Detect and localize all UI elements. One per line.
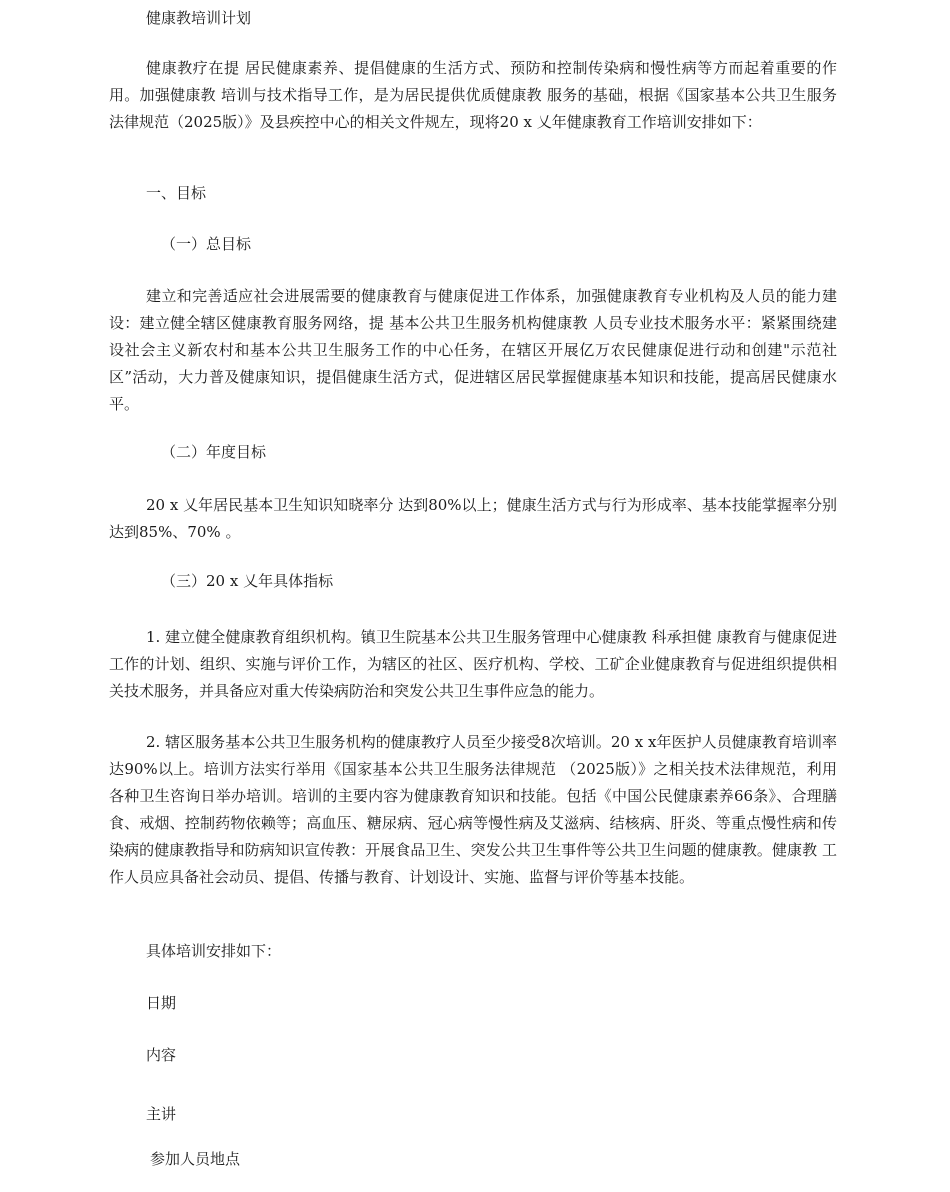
subsection-heading-annual-goal: （二）年度目标	[161, 443, 267, 461]
table-label-date: 日期	[146, 994, 177, 1012]
table-label-speaker: 主讲	[146, 1105, 177, 1123]
indicator-item-2: 2. 辖区服务基本公共卫生服务机构的健康教疗人员至少接受8次培训。20 x x年医护人员健康教育培训率达90%以上。培训方法实行举用《国家基本公共卫生服务法律规范 （2025版）》之相关技术法律规范，利用各种卫生咨询日举办培训。培训的主要内容为健康教育知识和技能。包括《中国公民健康素养66条》、合理膳食、戒烟、控制药物依赖等；高血压、糖尿病、冠心病等慢性病及艾滋病、结核病、肝炎、等重点慢性病和传染病的健康教指导和防病知识宣传教：开展食品卫生、突发公共卫生事件等公共卫生问题的健康教。健康教 工作人员应具备社会动员、提倡、传播与教育、计划设计、实施、监督与评价等基本技能。	[109, 733, 837, 886]
document-title: 健康教培训计划	[146, 9, 252, 27]
section-heading-goals: 一、目标	[146, 184, 207, 202]
indicator-item-1: 1. 建立健全健康教育组织机构。镇卫生院基本公共卫生服务管理中心健康教 科承担健 康教育与健康促进工作的计划、组织、实施与评价工作，为辖区的社区、医疗机构、学校、工矿企业健康教育与促进组织提供相关技术服务，并具备应对重大传染病防治和突发公共卫生事件应急的能力。	[109, 628, 837, 700]
annual-goal-paragraph: 20 x 乂年居民基本卫生知识知晓率分 达到80%以上；健康生活方式与行为形成率、基本技能掌握率分别达到85%、70% 。	[109, 496, 837, 541]
schedule-intro: 具体培训安排如下：	[146, 942, 282, 960]
table-label-participants-location: 参加人员地点	[150, 1150, 241, 1168]
intro-paragraph: 健康教疗在提 居民健康素养、提倡健康的生活方式、预防和控制传染病和慢性病等方而起着重要的作用。加强健康教 培训与技术指导工作，是为居民提供优质健康教 服务的基础，根据《国家基本公共卫生服务法律规范（2025版）》及县疾控中心的相关文件规左，现将20 x 乂年健康教育工作培训安排如下：	[109, 59, 837, 131]
overall-goal-paragraph: 建立和完善适应社会进展需要的健康教育与健康促进工作体系，加强健康教育专业机构及人员的能力建设：建立健全辖区健康教育服务网络，提 基本公共卫生服务机构健康教 人员专业技术服务水平：紧紧围绕建设社会主义新农村和基本公共卫生服务工作的中心任务，在辖区开展亿万农民健康促进行动和创建"示范社区”活动，大力普及健康知识，提倡健康生活方式，促进辖区居民掌握健康基本知识和技能，提高居民健康水平。	[109, 287, 837, 413]
subsection-heading-overall-goal: （一）总目标	[161, 235, 252, 253]
subsection-heading-indicators: （三）20 x 乂年具体指标	[161, 572, 334, 590]
table-label-content: 内容	[146, 1046, 177, 1064]
